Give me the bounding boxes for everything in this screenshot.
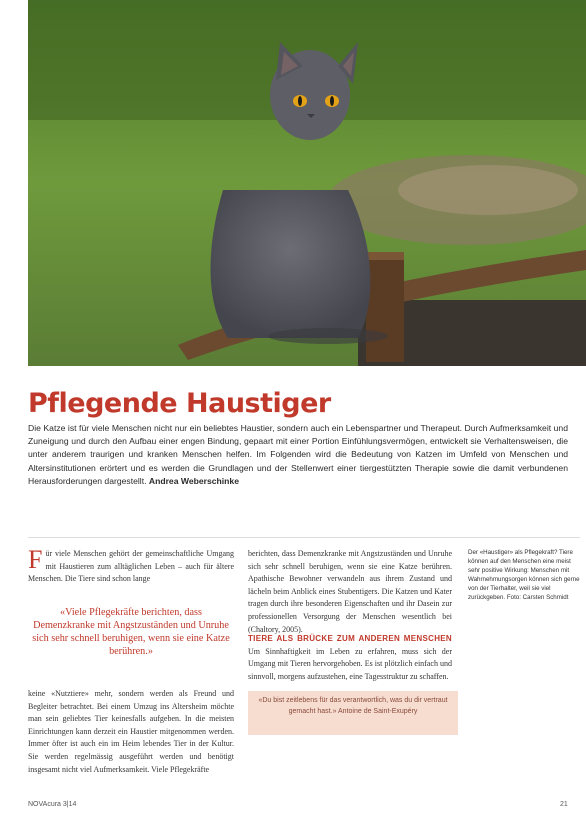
divider xyxy=(28,537,580,538)
lead-text: Die Katze ist für viele Menschen nicht nur ein beliebtes Haustier, sondern auch ein Lebenspartner und Therapeut. Durch Aufmerksamkeit und Zuneigung und durch den Aufbau einer engen Bindung, gepaart mit einer Portion Einfühlungsvermögen, entwickelt sie Verhaltensweisen, die unter anderem traurigen und kranken Menschen helfen. Im Folgenden wird die Bedeutung von Katzen im Umfeld von Menschen und Altersinstitutionen erörtert und es werden die Grundlagen und der Stellenwert einer tiergestützten Therapie sowie die damit verbundenen Herausforderungen dargestellt. xyxy=(28,423,568,486)
page-number: 21 xyxy=(560,801,568,808)
column-2-text: berichten, dass Demenzkranke mit Angstzuständen und Unruhe sich sehr schnell beruhigen, wenn sie eine Katze berühren. Apathische Bewohner verwandeln aus ihrem Zustand und lächeln beim Anblick eines Stubentigers. Die Katzen und Kater tragen durch ihre besonderen Eigenschaften und ihr Dasein zur professionellen Versorgung der Menschen wesentlich bei (Chaltory, 2005). xyxy=(248,549,452,634)
photo-caption: Der «Haustiger» als Pflegekraft? Tiere können auf den Menschen eine meist sehr positive Wirkung: Menschen mit Wahrnehmungsorgen können sich gerne von der Tierhalter, weil sie viel zurückgeben. Foto: Carsten Schmidt xyxy=(468,549,580,601)
author-name: Andrea Weberschinke xyxy=(148,475,239,486)
section-subhead: TIERE ALS BRÜCKE ZUM ANDEREN MENSCHEN xyxy=(248,634,452,643)
drop-cap: F xyxy=(28,545,43,574)
column-1-intro xyxy=(28,545,234,586)
intro-text: ür viele Menschen gehört der gemeinschaftliche Umgang mit Haustieren zum alltäglichen Leben – auch für ältere Menschen. Die Tiere sind schon lange xyxy=(28,549,234,584)
lead-paragraph xyxy=(28,422,568,488)
quote-box: «Du bist zeitlebens für das verantwortlich, was du dir vertraut gemacht hast.» Antoine de Saint-Exupéry xyxy=(248,691,458,735)
cat-photo xyxy=(28,0,586,366)
pull-quote: «Viele Pflegekräfte berichten, dass Demenzkranke mit Angstzuständen und Unruhe sich sehr schnell beruhigen, wenn sie eine Katze berühren.» xyxy=(32,607,230,657)
column-2-section xyxy=(248,633,452,683)
column-1-continued: keine «Nutztiere» mehr, sondern werden als Freund und Begleiter betrachtet. Bei einem Umzug ins Altersheim möchte man sein geliebtes Tier keinesfalls aufgeben. In die meisten Einrichtungen kann derzeit ein Haustier mitgenommen werden. Immer öfter ist auch ein im Heim lebendes Tier in der Kultur. Sie werden regelmässig ausgeführt werden und benötigt insgesamt nicht viel Aufmerksamkeit. Viele Pflegekräfte xyxy=(28,689,234,774)
footer-publication: NOVAcura 3|14 xyxy=(28,801,77,808)
article-headline: Pflegende Haustiger xyxy=(28,388,331,419)
section-text: Um Sinnhaftigkeit im Leben zu erfahren, muss sich der Umgang mit Tieren hervorgehoben. Es ist plötzlich einfach und sinnvoll, morgens aufzustehen, eine Tagesstruktur zu schaffen. xyxy=(248,646,452,681)
